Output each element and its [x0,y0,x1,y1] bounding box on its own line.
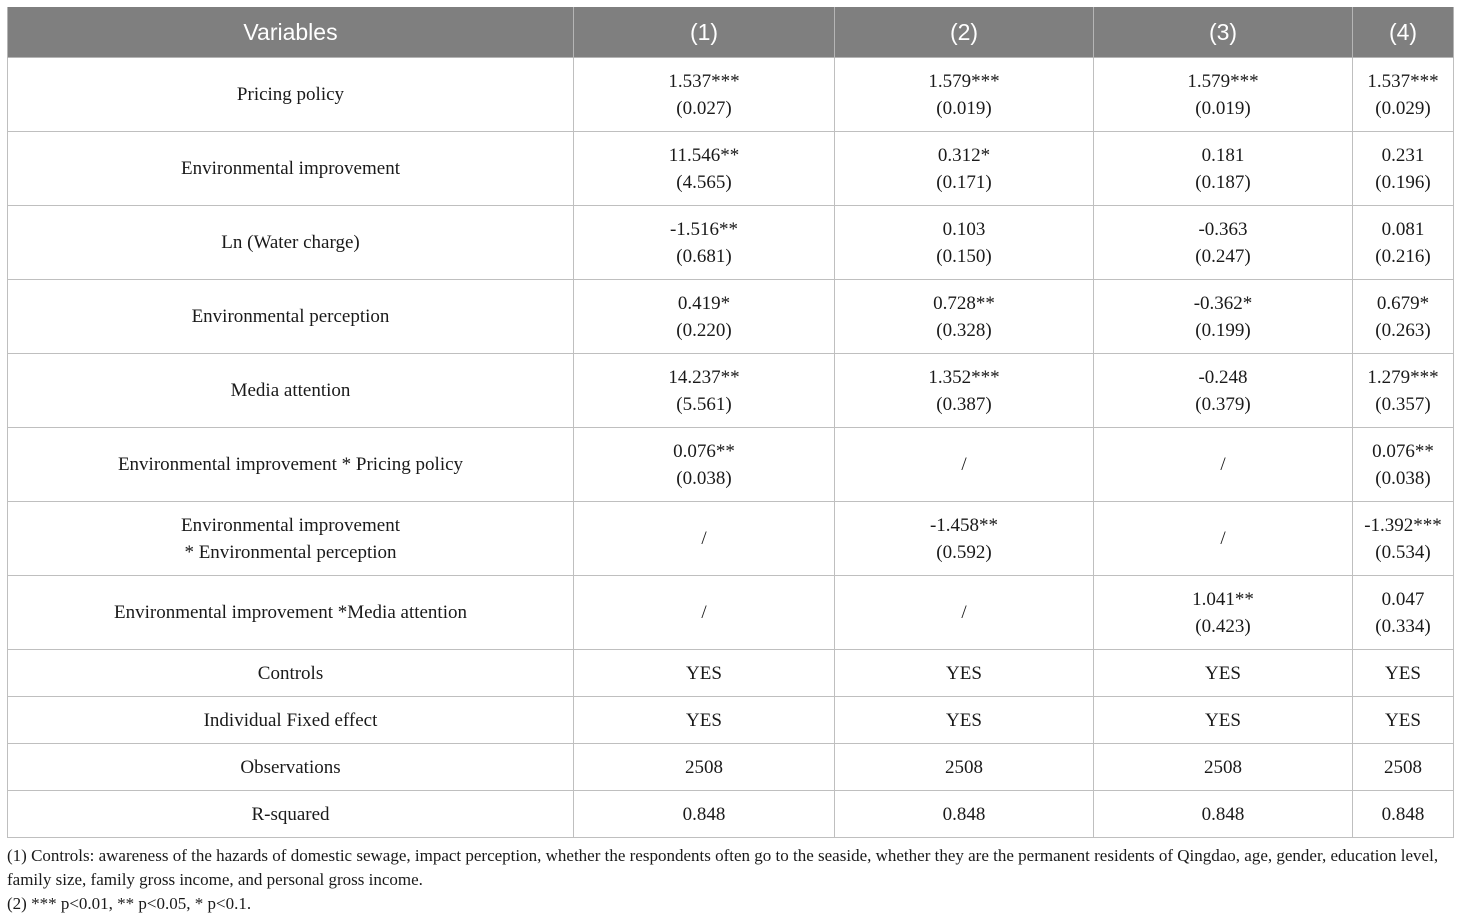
table-row [8,354,1454,428]
coefficient: 0.103 [942,218,986,240]
standard-error: (0.220) [676,319,732,341]
standard-error: (0.216) [1375,245,1431,267]
cell-model-2 [835,576,1094,650]
coefficient: 2508 [945,756,983,778]
standard-error: (0.038) [1375,467,1431,489]
cell-model-1 [574,744,835,791]
cell-model-2 [835,132,1094,206]
coefficient: YES [686,709,722,731]
standard-error: (0.357) [1375,393,1431,415]
coefficient: / [701,528,707,549]
coefficient: -0.362* [1193,292,1253,314]
standard-error: (0.534) [1375,541,1431,563]
coefficient: 1.352*** [928,366,1000,388]
coefficient: YES [1385,709,1421,731]
standard-error: (0.387) [936,393,992,415]
standard-error: (0.247) [1195,245,1251,267]
coefficient: 2508 [1384,756,1422,778]
table-row [8,132,1454,206]
coefficient: 1.579*** [928,70,1000,92]
table-row [8,744,1454,791]
coefficient: 0.076** [1372,440,1434,462]
table-header [8,7,1454,58]
row-label-line: Environmental improvement * Pricing policy [117,454,464,475]
coefficient: 14.237** [668,366,740,388]
coefficient: -1.392*** [1364,514,1442,536]
row-label-line: Environmental improvement *Media attention [114,602,467,623]
coefficient: 0.848 [1381,803,1425,825]
coefficient: 0.312* [937,144,991,166]
cell-model-3 [1094,697,1353,744]
standard-error: (4.565) [676,171,732,193]
standard-error: (0.263) [1375,319,1431,341]
cell-model-4 [1353,428,1454,502]
cell-model-1 [574,280,835,354]
header-col-2: (2) [835,7,1094,58]
row-label [8,576,574,650]
header-col-4: (4) [1353,7,1454,58]
coefficient: 1.537*** [1367,70,1439,92]
cell-model-1 [574,576,835,650]
header-variables: Variables [8,7,574,58]
row-label-line: Controls [257,662,324,684]
coefficient: 1.579*** [1187,70,1259,92]
cell-model-4 [1353,791,1454,838]
table-row [8,791,1454,838]
cell-model-2 [835,650,1094,697]
cell-model-1 [574,132,835,206]
cell-model-4 [1353,744,1454,791]
row-label-line: Media attention [230,380,351,401]
note-significance: (2) *** p<0.01, ** p<0.05, * p<0.1. [7,894,252,913]
standard-error: (0.171) [936,171,992,193]
standard-error: (0.334) [1375,615,1431,637]
table-row [8,428,1454,502]
cell-model-1 [574,650,835,697]
row-label-line: * Environmental perception [184,541,397,563]
coefficient: 0.076** [673,440,735,462]
cell-model-1 [574,697,835,744]
cell-model-2 [835,354,1094,428]
standard-error: (0.019) [936,97,992,119]
table-row [8,697,1454,744]
standard-error: (0.150) [936,245,992,267]
coefficient: 0.419* [677,292,731,314]
row-label-line: Ln (Water charge) [221,232,360,253]
row-label-line: Pricing policy [236,84,345,105]
coefficient: 0.679* [1376,292,1430,314]
cell-model-1 [574,206,835,280]
cell-model-4 [1353,576,1454,650]
coefficient: -1.458** [929,514,999,536]
coefficient: 0.848 [1201,803,1245,825]
coefficient: 2508 [685,756,723,778]
coefficient: / [1220,528,1226,549]
coefficient: / [701,602,707,623]
row-label [8,791,574,838]
cell-model-4 [1353,650,1454,697]
standard-error: (0.423) [1195,615,1251,637]
standard-error: (0.187) [1195,171,1251,193]
cell-model-4 [1353,132,1454,206]
coefficient: YES [1205,662,1241,684]
row-label [8,428,574,502]
cell-model-2 [835,428,1094,502]
row-label [8,697,574,744]
standard-error: (0.379) [1195,393,1251,415]
regression-table [7,7,1454,838]
cell-model-3 [1094,791,1353,838]
row-label [8,354,574,428]
coefficient: 1.041** [1192,588,1254,610]
cell-model-3 [1094,132,1353,206]
row-label [8,280,574,354]
cell-model-4 [1353,502,1454,576]
coefficient: 0.181 [1201,144,1245,166]
cell-model-2 [835,791,1094,838]
cell-model-2 [835,58,1094,132]
row-label-line: Environmental improvement [181,514,400,536]
standard-error: (0.199) [1195,319,1251,341]
cell-model-2 [835,206,1094,280]
row-label [8,744,574,791]
coefficient: 1.537*** [668,70,740,92]
coefficient: YES [946,662,982,684]
row-label-line: Observations [240,756,341,778]
cell-model-2 [835,744,1094,791]
coefficient: YES [946,709,982,731]
header-row [8,7,1454,58]
coefficient: 2508 [1204,756,1242,778]
coefficient: 11.546** [668,144,740,166]
coefficient: 0.047 [1381,588,1425,610]
cell-model-3 [1094,206,1353,280]
table-row [8,58,1454,132]
row-label [8,132,574,206]
regression-table-container [7,7,1453,838]
cell-model-3 [1094,744,1353,791]
cell-model-1 [574,502,835,576]
standard-error: (0.328) [936,319,992,341]
coefficient: YES [686,662,722,684]
coefficient: 0.231 [1381,144,1425,166]
table-row [8,502,1454,576]
row-label [8,206,574,280]
cell-model-1 [574,354,835,428]
cell-model-1 [574,428,835,502]
row-label-line: Environmental improvement [181,158,400,179]
standard-error: (0.038) [676,467,732,489]
row-label-line: Environmental perception [191,306,390,327]
cell-model-2 [835,280,1094,354]
coefficient: / [1220,454,1226,475]
cell-model-3 [1094,354,1353,428]
cell-model-4 [1353,206,1454,280]
standard-error: (0.019) [1195,97,1251,119]
coefficient: / [961,454,967,475]
cell-model-3 [1094,502,1353,576]
cell-model-4 [1353,354,1454,428]
coefficient: / [961,602,967,623]
table-row [8,206,1454,280]
cell-model-3 [1094,58,1353,132]
cell-model-1 [574,791,835,838]
table-row [8,280,1454,354]
cell-model-2 [835,697,1094,744]
standard-error: (0.196) [1375,171,1431,193]
coefficient: -0.248 [1198,366,1248,388]
table-notes [7,844,1457,916]
coefficient: YES [1385,662,1421,684]
standard-error: (5.561) [676,393,732,415]
cell-model-2 [835,502,1094,576]
cell-model-4 [1353,280,1454,354]
header-col-1: (1) [574,7,835,58]
cell-model-1 [574,58,835,132]
note-controls: (1) Controls: awareness of the hazards of domestic sewage, impact perception, whether the respondents often go to the seaside, whether they are the permanent residents of Qingdao, age, gender, education level, family size, family gross income, and personal gross income. [7,846,1439,889]
table-body [8,58,1454,838]
standard-error: (0.029) [1375,97,1431,119]
table-row [8,576,1454,650]
coefficient: 0.848 [682,803,726,825]
cell-model-3 [1094,428,1353,502]
row-label [8,650,574,697]
coefficient: YES [1205,709,1241,731]
standard-error: (0.681) [676,245,732,267]
row-label [8,502,574,576]
coefficient: 0.848 [942,803,986,825]
standard-error: (0.027) [676,97,732,119]
header-col-3: (3) [1094,7,1353,58]
cell-model-4 [1353,58,1454,132]
row-label-line: Individual Fixed effect [203,709,378,731]
cell-model-3 [1094,576,1353,650]
standard-error: (0.592) [936,541,992,563]
table-row [8,650,1454,697]
row-label [8,58,574,132]
cell-model-3 [1094,650,1353,697]
cell-model-3 [1094,280,1353,354]
coefficient: 1.279*** [1367,366,1439,388]
coefficient: 0.081 [1381,218,1425,240]
coefficient: 0.728** [933,292,995,314]
row-label-line: R-squared [251,803,330,825]
coefficient: -0.363 [1198,218,1248,240]
cell-model-4 [1353,697,1454,744]
coefficient: -1.516** [669,218,739,240]
